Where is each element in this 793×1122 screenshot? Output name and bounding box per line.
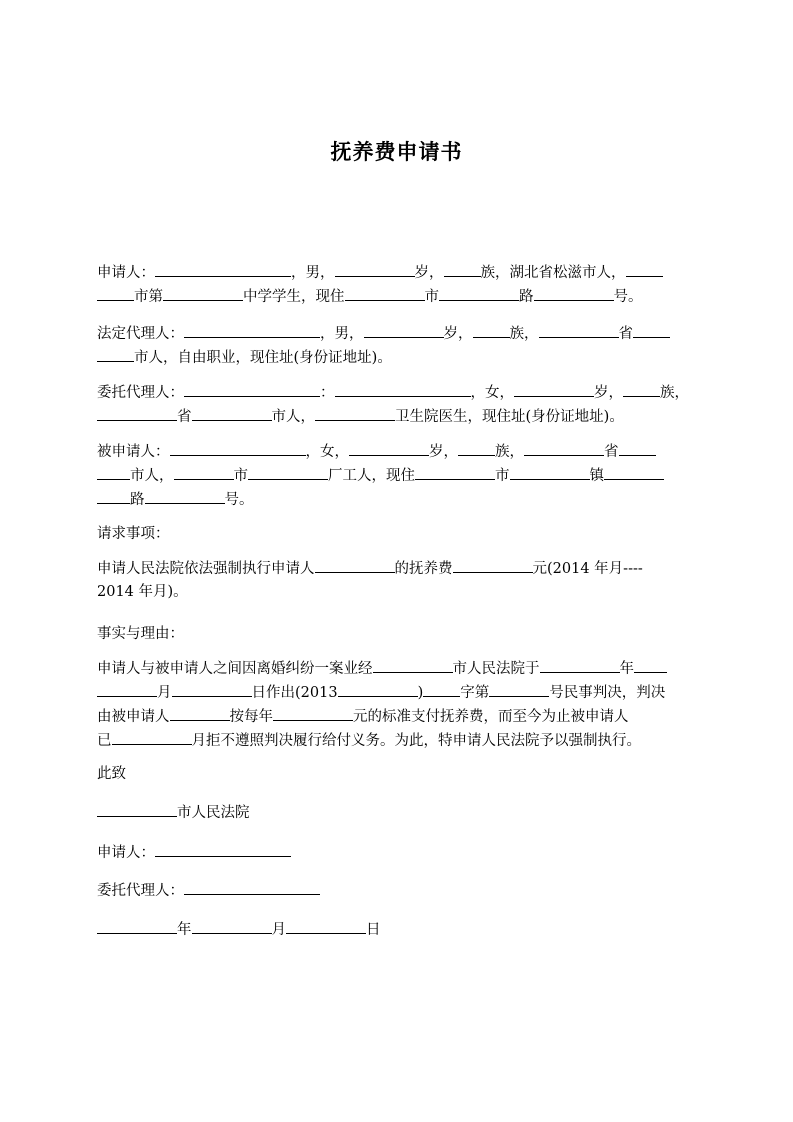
text-segment: 被申请人： [97, 444, 170, 460]
blank-field[interactable] [192, 404, 272, 421]
blank-field[interactable] [97, 284, 134, 301]
text-segment: 号。 [613, 289, 643, 305]
facts-heading: 事实与理由： [97, 626, 184, 642]
blank-field[interactable] [315, 556, 395, 573]
blank-field[interactable] [163, 284, 243, 301]
text-segment: ，男， [291, 265, 335, 281]
blank-field[interactable] [170, 439, 306, 456]
blank-field[interactable] [97, 404, 177, 421]
text-segment: 省 [604, 444, 619, 460]
blank-field[interactable] [170, 704, 230, 721]
text-segment: 市第 [134, 289, 163, 305]
blank-field[interactable] [145, 487, 225, 504]
blank-field[interactable] [172, 680, 252, 697]
text-segment: 已 [97, 733, 112, 749]
blank-field[interactable] [373, 656, 453, 673]
blank-field[interactable] [97, 917, 177, 934]
text-segment: 岁， [414, 265, 444, 281]
text-segment: 族， [509, 326, 539, 342]
date-line: 年 月 日 [97, 917, 697, 942]
blank-field[interactable] [345, 284, 425, 301]
blank-field[interactable] [97, 487, 130, 504]
blank-field[interactable] [97, 463, 130, 480]
blank-field[interactable] [155, 260, 291, 277]
blank-field[interactable] [335, 380, 471, 397]
text-segment: 岁， [594, 385, 623, 401]
respondent-paragraph [97, 439, 697, 511]
blank-field[interactable] [604, 463, 664, 480]
blank-field[interactable] [539, 321, 619, 338]
document-title: 抚养费申请书 [330, 140, 463, 164]
agent-signature-line: 委托代理人： [97, 878, 697, 903]
blank-field[interactable] [338, 680, 418, 697]
text-segment: 日作出(2013 [251, 685, 338, 701]
blank-field[interactable] [174, 463, 234, 480]
text-segment: 市人， [271, 409, 315, 425]
text-segment: 月拒不遵照判决履行给付义务。为此，特申请人民法院予以强制执行。 [191, 733, 641, 749]
text-segment: 按每年 [229, 709, 273, 725]
text-segment: 号民事判决，判决 [549, 685, 666, 701]
blank-field[interactable] [524, 439, 604, 456]
blank-field[interactable] [423, 680, 460, 697]
blank-field[interactable] [415, 463, 495, 480]
blank-field[interactable] [623, 380, 660, 397]
blank-field[interactable] [619, 439, 656, 456]
court-line: 市人民法院 [97, 800, 697, 825]
text-segment: 元(2014 年月---- [532, 561, 643, 577]
blank-field[interactable] [540, 656, 620, 673]
blank-field[interactable] [273, 704, 353, 721]
text-segment: 号。 [224, 492, 254, 508]
text-segment: 市 [424, 289, 439, 305]
blank-field[interactable] [155, 840, 291, 857]
blank-field[interactable] [349, 439, 429, 456]
requests-paragraph [97, 556, 697, 604]
text-segment: ，男， [320, 326, 364, 342]
blank-field[interactable] [458, 439, 495, 456]
text-segment: 申请人： [97, 265, 155, 281]
requests-heading: 请求事项： [97, 526, 170, 542]
text-segment: 路 [519, 289, 534, 305]
applicant-signature-line: 申请人： [97, 840, 697, 865]
closing-text: 此致 [97, 766, 126, 782]
text-segment: 族， [660, 385, 689, 401]
blank-field[interactable] [510, 463, 590, 480]
text-segment: 卫生院医生，现住址(身份证地址)。 [395, 409, 624, 425]
blank-field[interactable] [184, 380, 320, 397]
text-segment: 委托代理人： [97, 385, 184, 401]
blank-field[interactable] [97, 800, 177, 817]
applicant-paragraph [97, 260, 697, 308]
entrusted-agent-paragraph [97, 380, 697, 428]
text-segment: ： [320, 385, 335, 401]
blank-field[interactable] [633, 321, 670, 338]
text-segment: 年 [619, 661, 634, 677]
text-segment: 的抚养费 [394, 561, 453, 577]
blank-field[interactable] [286, 917, 366, 934]
blank-field[interactable] [315, 404, 395, 421]
blank-field[interactable] [248, 463, 328, 480]
text-segment: 元的标准支付抚养费，而至今为止被申请人 [353, 709, 629, 725]
text-segment: 申请人民法院依法强制执行申请人 [97, 561, 315, 577]
text-segment: 2014 年月)。 [97, 584, 188, 600]
blank-field[interactable] [335, 260, 415, 277]
blank-field[interactable] [473, 321, 510, 338]
text-segment: 由被申请人 [97, 709, 170, 725]
text-segment: 市人， [130, 468, 174, 484]
blank-field[interactable] [192, 917, 272, 934]
text-segment: 族，湖北省松滋市人， [480, 265, 626, 281]
legal-agent-paragraph [97, 321, 697, 369]
text-segment: 厂工人，现住 [328, 468, 415, 484]
text-segment: ，女， [305, 444, 349, 460]
text-segment: 法定代理人： [97, 326, 184, 342]
blank-field[interactable] [626, 260, 663, 277]
text-segment: 族， [495, 444, 524, 460]
blank-field[interactable] [439, 284, 519, 301]
text-segment: ，女， [470, 385, 514, 401]
blank-field[interactable] [489, 680, 549, 697]
text-segment: 省 [618, 326, 633, 342]
text-segment: 申请人与被申请人之间因离婚纠纷一案业经 [97, 661, 373, 677]
blank-field[interactable] [97, 680, 157, 697]
blank-field[interactable] [112, 728, 192, 745]
text-segment: 市 [495, 468, 510, 484]
text-segment: 中学学生，现住 [243, 289, 345, 305]
text-segment: 岁， [429, 444, 458, 460]
text-segment: 岁， [443, 326, 473, 342]
text-segment: ) [417, 685, 424, 701]
blank-field[interactable] [184, 321, 320, 338]
text-segment: 月 [157, 685, 172, 701]
blank-field[interactable] [97, 345, 134, 362]
text-segment: 省 [177, 409, 192, 425]
blank-field[interactable] [184, 878, 320, 895]
text-segment: 镇 [589, 468, 604, 484]
text-segment: 市人，自由职业，现住址(身份证地址)。 [134, 350, 392, 366]
text-segment: 市 [233, 468, 248, 484]
blank-field[interactable] [634, 656, 667, 673]
blank-field[interactable] [444, 260, 481, 277]
blank-field[interactable] [364, 321, 444, 338]
text-segment: 路 [130, 492, 145, 508]
text-segment: 字第 [460, 685, 490, 701]
blank-field[interactable] [453, 556, 533, 573]
blank-field[interactable] [514, 380, 594, 397]
facts-paragraph [97, 656, 697, 752]
blank-field[interactable] [534, 284, 614, 301]
text-segment: 市人民法院于 [452, 661, 540, 677]
